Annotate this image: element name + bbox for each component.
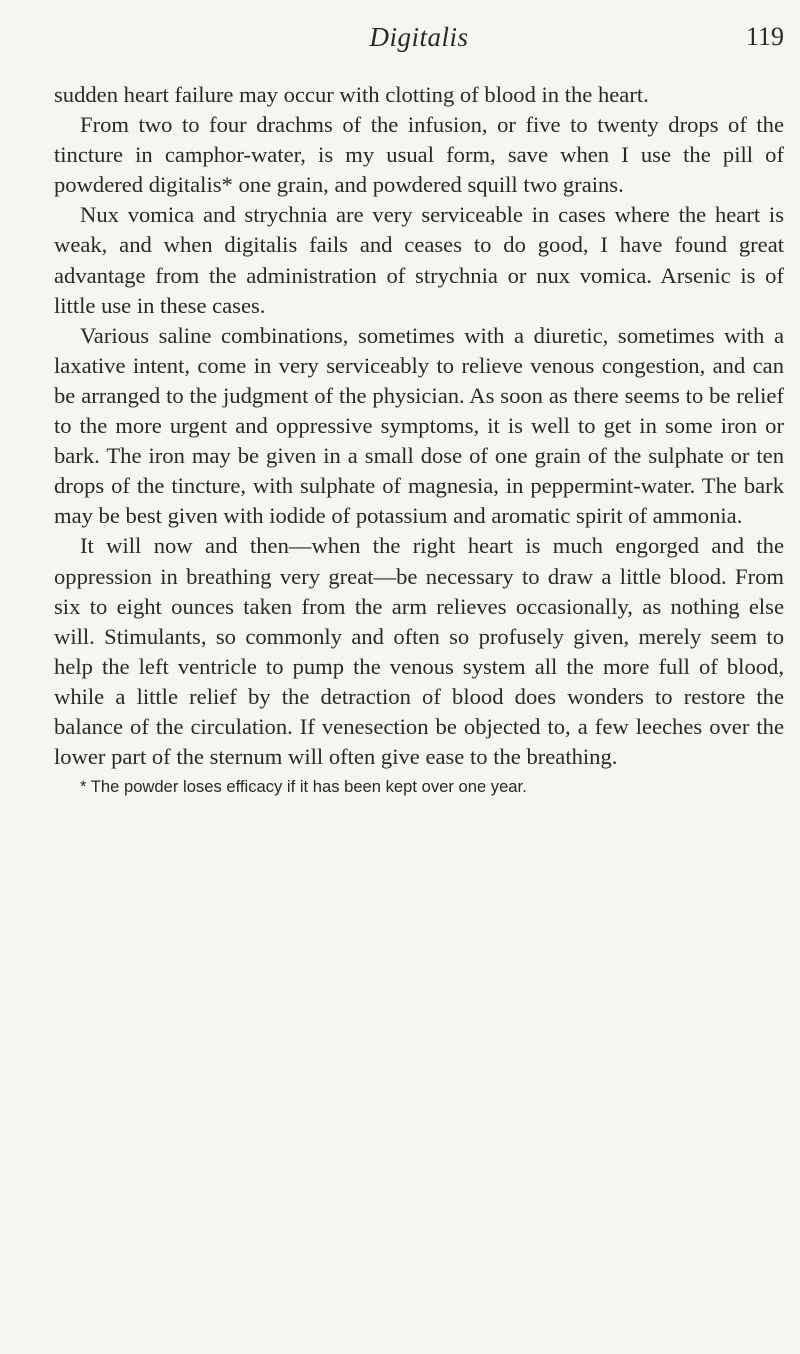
- page-number: 119: [745, 22, 784, 51]
- footnote: * The powder loses efficacy if it has been kept over one year.: [80, 777, 527, 797]
- running-title: Digitalis: [369, 22, 469, 52]
- body-text: [54, 80, 784, 772]
- paragraph: sudden heart failure may occur with clotting of blood in the heart.: [54, 82, 649, 107]
- paragraph: Nux vomica and strychnia are very serviceable in cases where the heart is weak, and when digitalis fails and ceases to do good, I have found great advantage from the administration of strychnia or nux vomica. Arsenic is of little use in these cases.: [54, 202, 784, 318]
- book-page: [54, 22, 784, 1332]
- paragraph: From two to four drachms of the infusion, or five to twenty drops of the tincture in camphor-water, is my usual form, save when I use the pill of powdered digitalis* one grain, and powdered squill two grains.: [54, 112, 784, 198]
- paragraph: Various saline combinations, sometimes with a diuretic, sometimes with a laxative intent, come in very serviceably to relieve venous congestion, and can be arranged to the judgment of the physician. As soon as there seems to be relief to the more urgent and oppressive symptoms, it is well to get in some iron or bark. The iron may be given in a small dose of one grain of the sulphate or ten drops of the tincture, with sulphate of magnesia, in peppermint-water. The bark may be best given with iodide of potassium and aromatic spirit of ammonia.: [54, 322, 784, 529]
- running-head: [54, 22, 784, 60]
- paragraph: It will now and then—when the right heart is much engorged and the oppression in breathing very great—be necessary to draw a little blood. From six to eight ounces taken from the arm relieves occasionally, as nothing else will. Stimulants, so commonly and often so profusely given, merely seem to help the left ventricle to pump the venous system all the more full of blood, while a little relief by the detraction of blood does wonders to restore the balance of the circulation. If venesection be objected to, a few leeches over the lower part of the sternum will often give ease to the breathing.: [54, 533, 784, 770]
